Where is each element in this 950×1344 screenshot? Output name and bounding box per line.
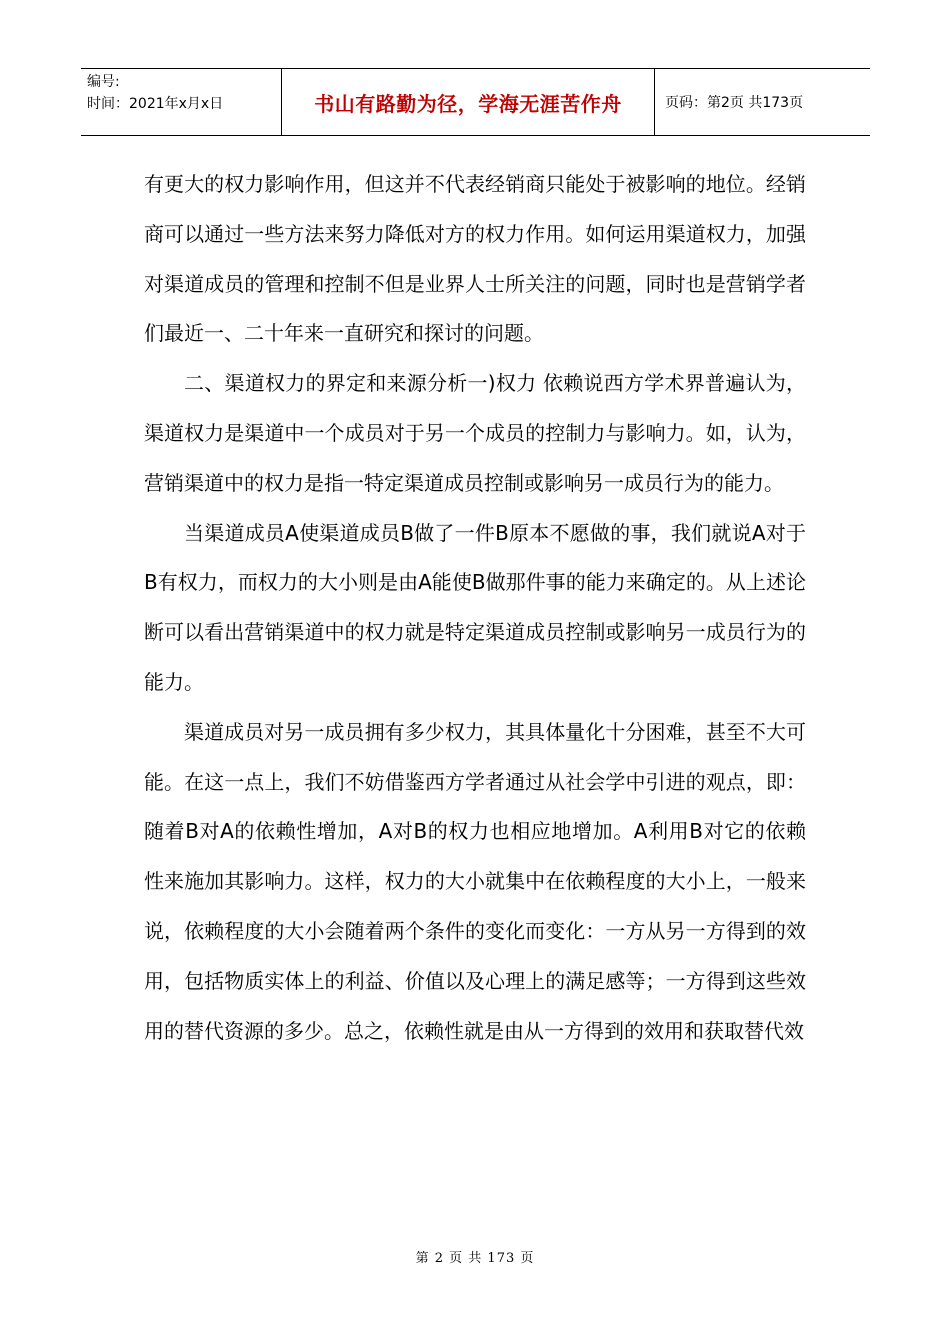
paragraph-4: 渠道成员对另一成员拥有多少权力，其具体量化十分困难，甚至不大可能。在这一点上，我们不妨借鉴西方学者通过从社会学中引进的观点，即：随着B对A的依赖性增加，A对B的权力也相应地增加。A利用B对它的依赖性来施加其影响力。这样，权力的大小就集中在依赖程度的大小上，一般来说，依赖程度的大小会随着两个条件的变化而变化：一方从另一方得到的效用，包括物质实体上的利益、价值以及心理上的满足感等；一方得到这些效用的替代资源的多少。总之，依赖性就是由从一方得到的效用和获取替代效 (144, 719, 806, 1043)
document-body (144, 160, 806, 1056)
header-meta (81, 69, 282, 135)
paragraph-3: 当渠道成员A使渠道成员B做了一件B原本不愿做的事，我们就说A对于B有权力，而权力的大小则是由A能使B做那件事的能力来确定的。从上述论断可以看出营销渠道中的权力就是特定渠道成员控制或影响另一成员行为的能力。 (144, 520, 806, 694)
page-header (81, 68, 870, 136)
document-number: 编号: (87, 74, 120, 90)
page-footer: 第 2 页 共 173 页 (415, 1251, 535, 1266)
paragraph-2: 二、渠道权力的界定和来源分析一)权力 依赖说西方学术界普遍认为，渠道权力是渠道中一个成员对于另一个成员的控制力与影响力。如，认为，营销渠道中的权力是指一特定渠道成员控制或影响另一成员行为的能力。 (144, 371, 806, 495)
header-motto: 书山有路勤为径，学海无涯苦作舟 (282, 69, 655, 135)
paragraph-1: 有更大的权力影响作用，但这并不代表经销商只能处于被影响的地位。经销商可以通过一些方法来努力降低对方的权力作用。如何运用渠道权力，加强对渠道成员的管理和控制不但是业界人士所关注的问题，同时也是营销学者们最近一、二十年来一直研究和探讨的问题。 (144, 172, 806, 346)
document-time: 时间：2021年x月x日 (87, 96, 224, 112)
header-page-info: 页码：第2页 共173页 (665, 95, 804, 111)
